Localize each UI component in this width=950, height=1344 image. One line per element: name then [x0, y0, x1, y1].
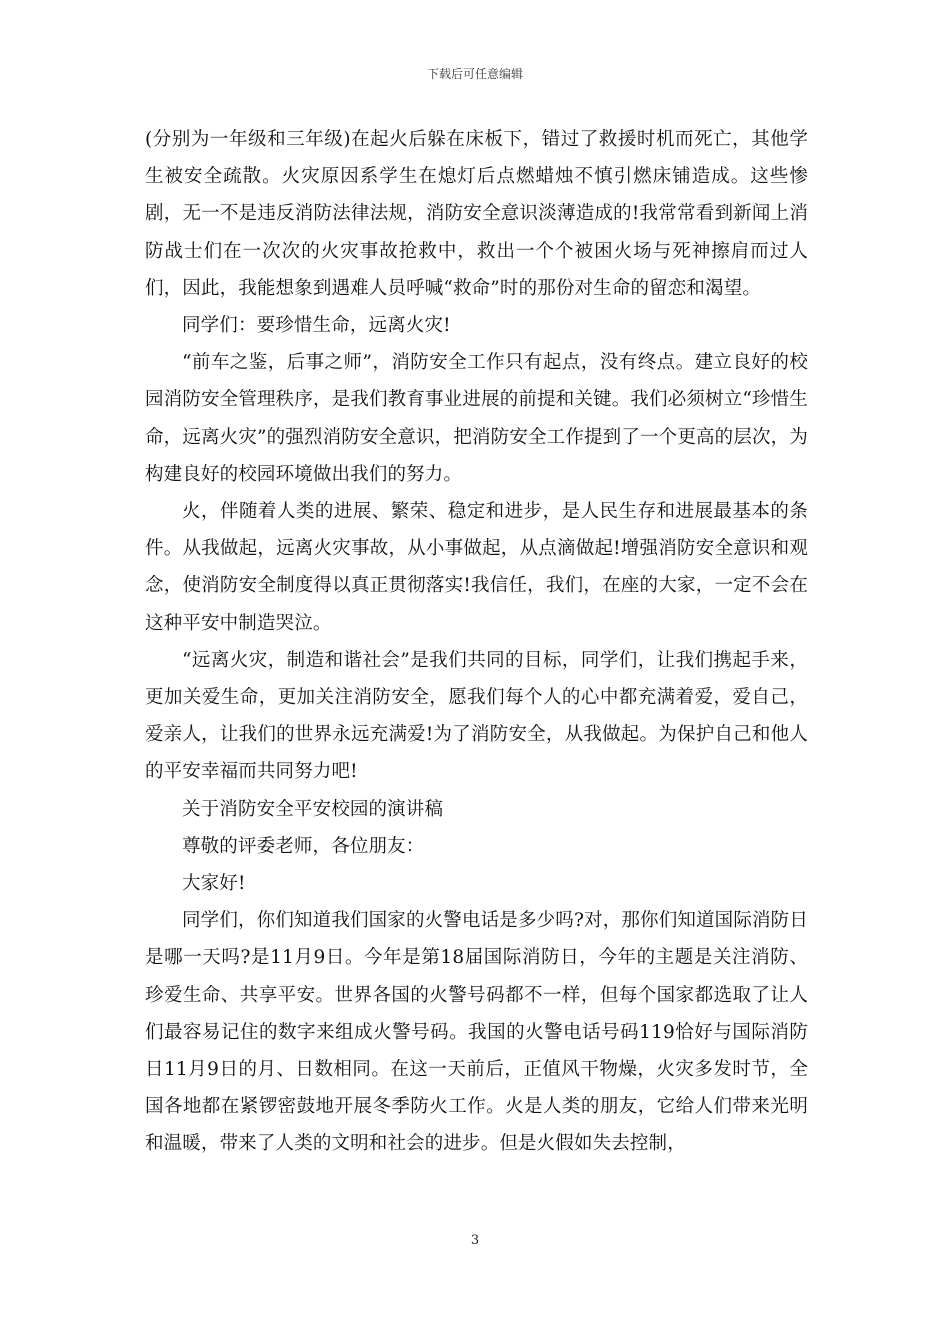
- page-number: 3: [470, 1233, 480, 1248]
- page-header: 下载后可任意编辑: [426, 67, 523, 81]
- speech-title: 关于消防安全平安校园的演讲稿: [182, 798, 444, 820]
- paragraph-lessons: “前车之鉴，后事之师”，消防安全工作只有起点，没有终点。建立良好的校园消防安全管理秩序，是我们教育事业进展的前提和关键。我们必须树立“珍惜生命，远离火灾”的强烈消防安全意识，把消防安全工作提到了一个更高的层次，为构建良好的校园环境做出我们的努力。: [145, 352, 808, 485]
- paragraph-continuation: (分别为一年级和三年级)在起火后躲在床板下，错过了救援时机而死亡，其他学生被安全疏散。火灾原因系学生在熄灯后点燃蜡烛不慎引燃床铺造成。这些惨剧，无一不是违反消防法律法规，消防安全意识淡薄造成的!我常常看到新闻上消防战士们在一次次的火灾事故抢救中，救出一个个被困火场与死神擦肩而过人们，因此，我能想象到遇难人员呼喊“救命”时的那份对生命的留恋和渴望。: [145, 129, 808, 299]
- paragraph-common-goal: “远离火灾，制造和谐社会”是我们共同的目标，同学们，让我们携起手来，更加关爱生命，更加关注消防安全，愿我们每个人的心中都充满着爱，爱自己，爱亲人，让我们的世界永远充满爱!为了消防安全，从我做起。为保护自己和他人的平安幸福而共同努力吧!: [145, 649, 808, 783]
- paragraph-fire-day: 同学们，你们知道我们国家的火警电话是多少吗?对，那你们知道国际消防日是哪一天吗?是11月9日。今年是第18届国际消防日，今年的主题是关注消防、珍爱生命、共享平安。世界各国的火警号码都不一样，但每个国家都选取了让人们最容易记住的数字来组成火警号码。我国的火警电话号码119恰好与国际消防日11月9日的月、日数相同。在这一天前后，正值风干物燥，火灾多发时节，全国各地都在紧锣密鼓地开展冬季防火工作。火是人类的朋友，它给人们带来光明和温暖，带来了人类的文明和社会的进步。但是火假如失去控制，: [145, 910, 808, 1155]
- salutation: 尊敬的评委老师，各位朋友：: [182, 835, 425, 857]
- greeting: 大家好!: [182, 873, 246, 895]
- document-body: [145, 121, 808, 1163]
- paragraph-fire-and-progress: 火，伴随着人类的进展、繁荣、稳定和进步，是人民生存和进展最基本的条件。从我做起，远离火灾事故，从小事做起，从点滴做起!增强消防安全意识和观念，使消防安全制度得以真正贯彻落实!我信任，我们，在座的大家，一定不会在这种平安中制造哭泣。: [145, 501, 808, 634]
- paragraph-call-to-cherish-life: 同学们：要珍惜生命，远离火灾!: [182, 315, 451, 337]
